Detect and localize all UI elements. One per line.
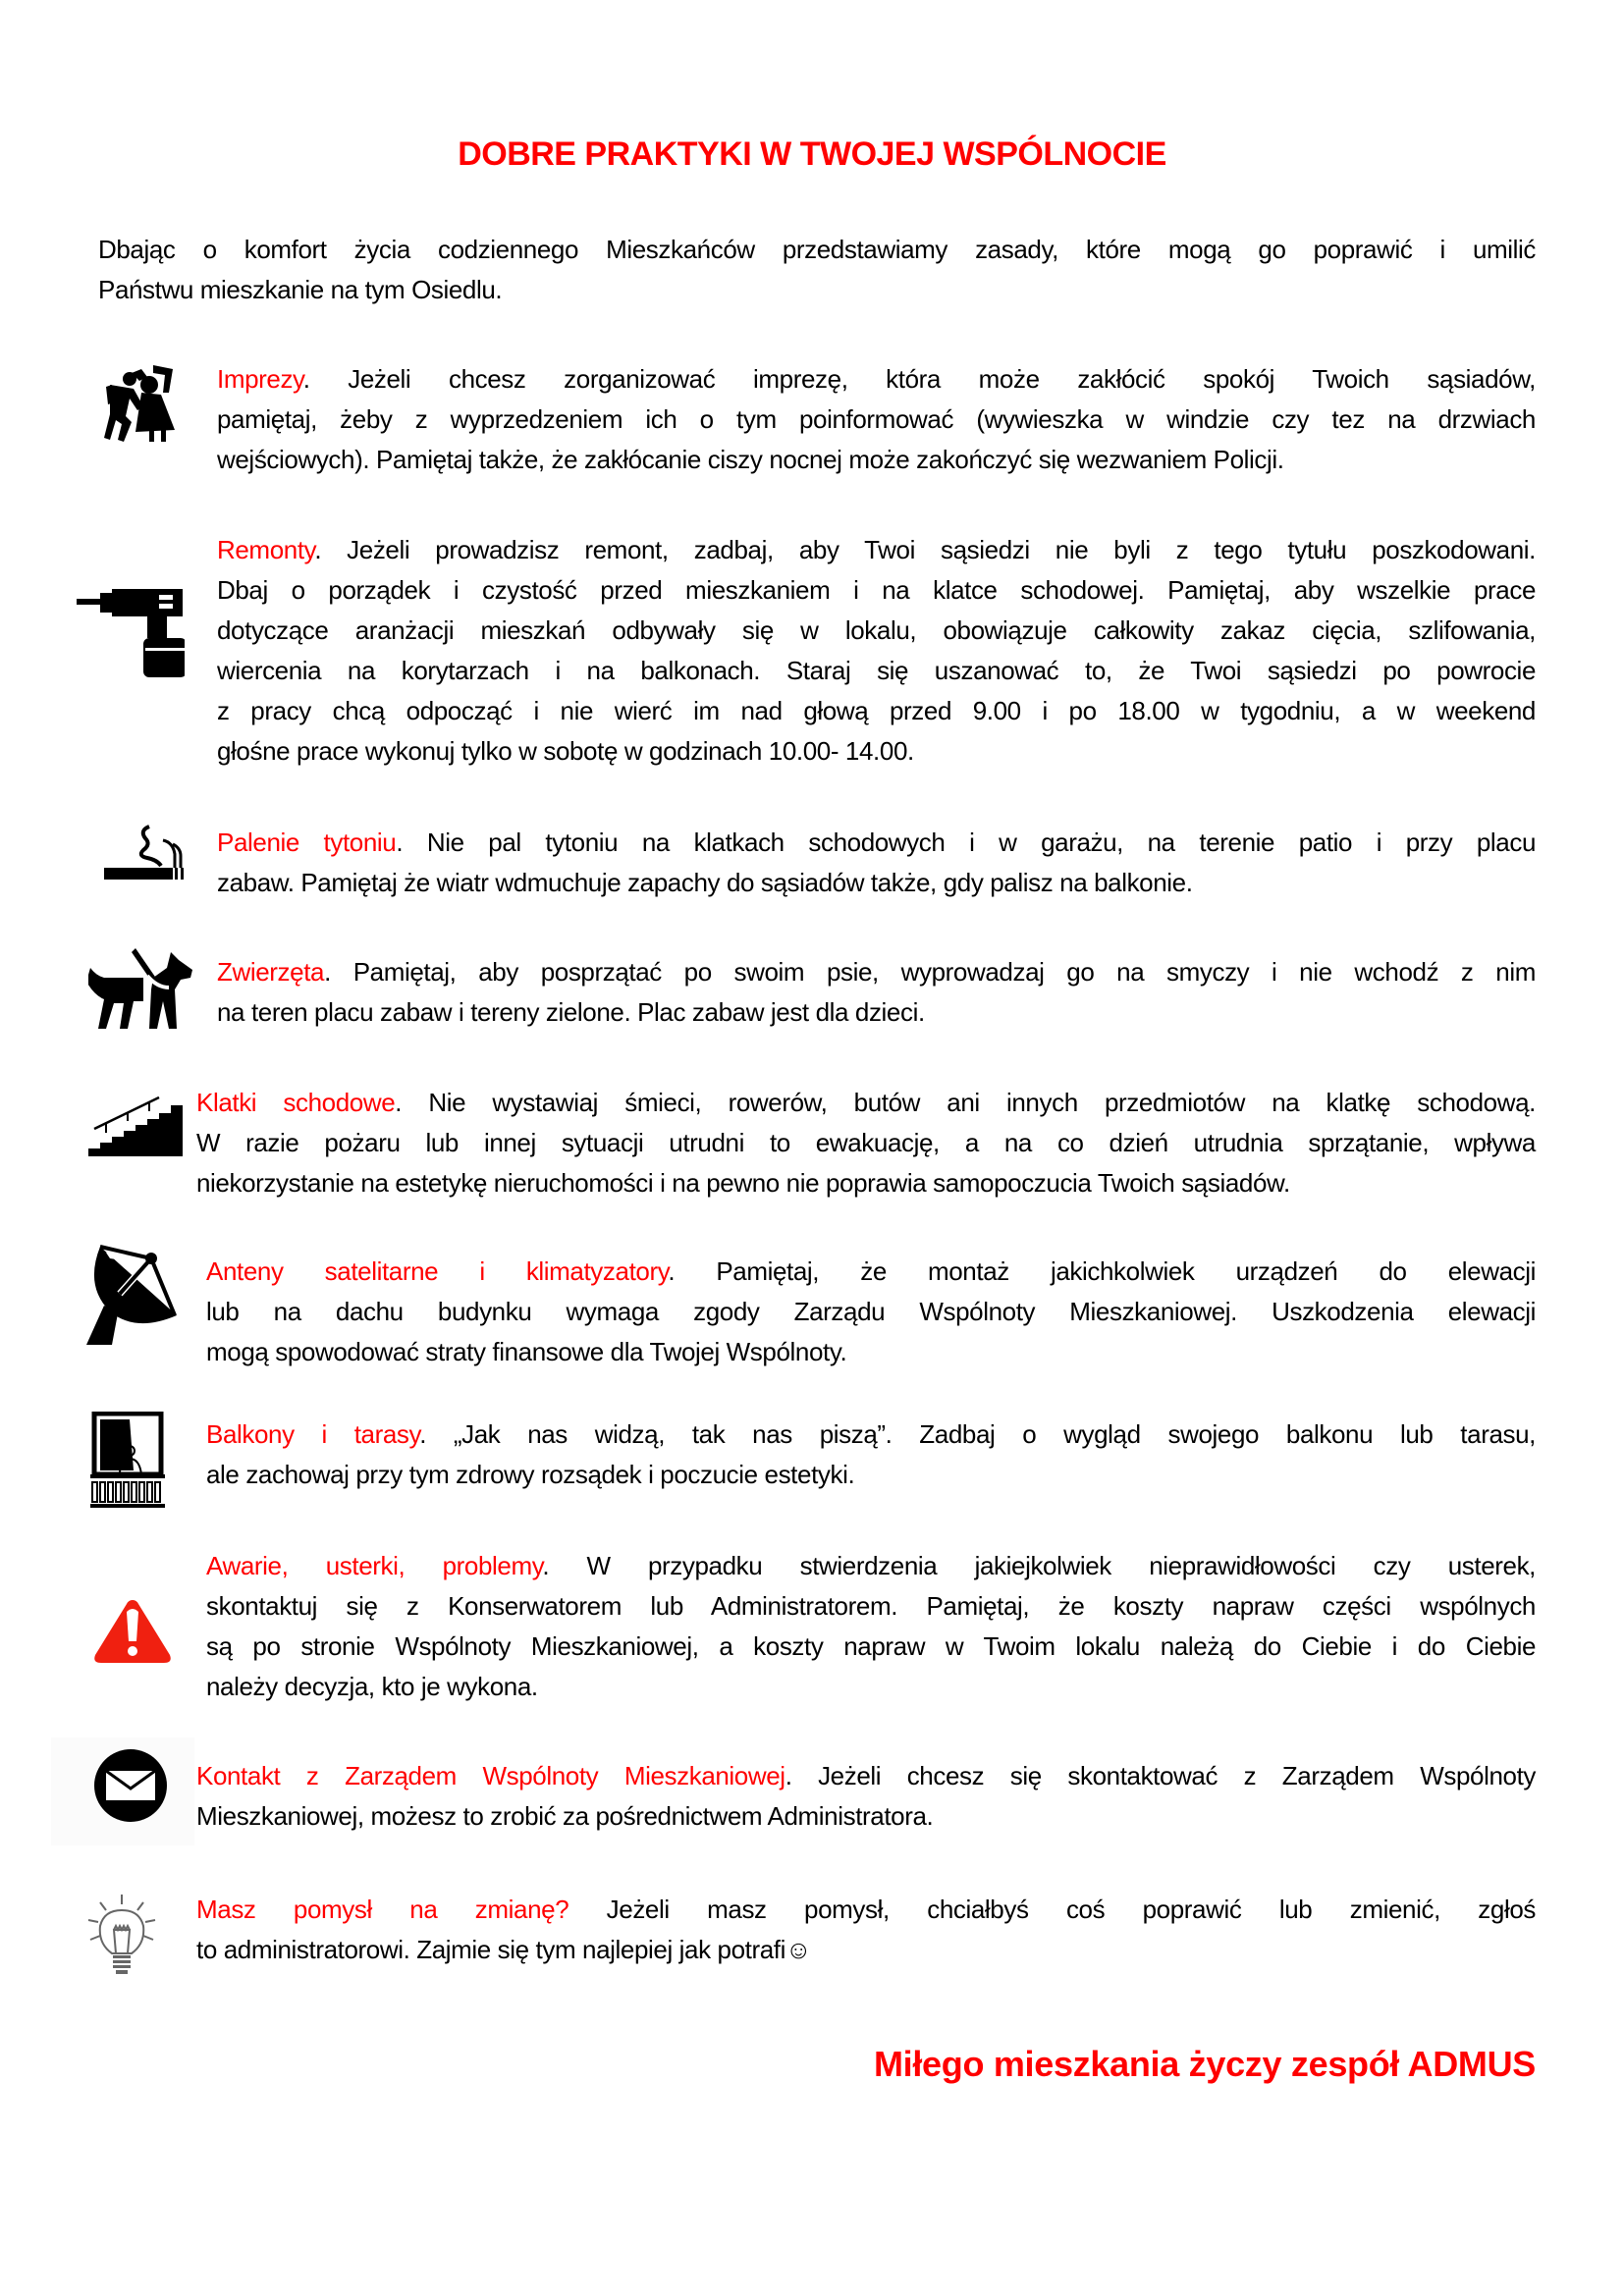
satellite-dish-icon bbox=[84, 1243, 179, 1345]
dancing-couple-icon bbox=[92, 363, 181, 444]
smoking-icon bbox=[104, 823, 189, 883]
envelope-icon bbox=[51, 1737, 194, 1845]
section-heading: Masz pomysł na zmianę? bbox=[196, 1895, 569, 1924]
dog-icon bbox=[88, 948, 196, 1031]
intro-line: Dbając o komfort życia codziennego Mieszkańców przedstawiamy zasady, które mogą go poprawić i umilić bbox=[98, 235, 1536, 264]
section-balkony: Balkony i tarasy. „Jak nas widzą, tak nas piszą”. Zadbaj o wygląd swojego balkonu lub tarasu, ale zachowaj przy tym zdrowy rozsądek i poczucie estetyki. bbox=[206, 1419, 1536, 1489]
section-palenie: Palenie tytoniu. Nie pal tytoniu na klatkach schodowych i w garażu, na terenie patio i przy placu zabaw. Pamiętaj że wiatr wdmuchuje zapachy do sąsiadów także, gdy palisz na balkonie. bbox=[217, 828, 1537, 897]
closing-signature: Miłego mieszkania życzy zespół ADMUS bbox=[873, 2044, 1536, 2084]
section-heading: Balkony i tarasy bbox=[206, 1419, 420, 1449]
section-heading: Zwierzęta bbox=[217, 957, 325, 987]
section-zwierzeta: Zwierzęta. Pamiętaj, aby posprzątać po swoim psie, wyprowadzaj go na smyczy i nie wchodź z nim na teren placu zabaw i tereny zielone. Plac zabaw jest dla dzieci. bbox=[217, 957, 1536, 1027]
intro-paragraph bbox=[98, 230, 1536, 310]
page-title: DOBRE PRAKTYKI W TWOJEJ WSPÓLNOCIE bbox=[458, 135, 1166, 173]
drill-icon bbox=[77, 589, 185, 677]
warning-icon bbox=[93, 1598, 172, 1663]
section-kontakt: Kontakt z Zarządem Wspólnoty Mieszkaniowej. Jeżeli chcesz się skontaktować z Zarządem Wspólnoty Mieszkaniowej, możesz to zrobić za pośrednictwem Administratora. bbox=[196, 1761, 1536, 1831]
section-klatki: Klatki schodowe. Nie wystawiaj śmieci, rowerów, butów ani innych przedmiotów na klatkę schodową. W razie pożaru lub innej sytuacji utrudni to ewakuację, a na co dzień utrudnia sprzątanie, wpływa niekorzystanie na estetykę nieruchomości i na pewno nie poprawia samopoczucia Twoich sąsiadów. bbox=[196, 1088, 1536, 1198]
section-heading: Kontakt z Zarządem Wspólnoty Mieszkaniowej bbox=[196, 1761, 785, 1790]
section-heading: Klatki schodowe bbox=[196, 1088, 396, 1117]
section-heading: Anteny satelitarne i klimatyzatory bbox=[206, 1256, 669, 1286]
section-imprezy: Imprezy. Jeżeli chcesz zorganizować imprezę, która może zakłócić spokój Twoich sąsiadów, pamiętaj, żeby z wyprzedzeniem ich o tym poinformować (wywieszka w windzie czy tez na drzwiach wejściowych). Pamiętaj także, że zakłócanie ciszy nocnej może zakończyć się wezwaniem Policji. bbox=[217, 364, 1536, 474]
section-heading: Awarie, usterki, problemy bbox=[206, 1551, 543, 1580]
section-heading: Palenie tytoniu bbox=[217, 828, 397, 857]
stairs-icon bbox=[88, 1092, 183, 1156]
section-heading: Remonty bbox=[217, 535, 315, 564]
lightbulb-icon bbox=[82, 1893, 161, 1981]
section-heading: Imprezy bbox=[217, 364, 303, 394]
section-pomysl: Masz pomysł na zmianę? Jeżeli masz pomysł, chciałbyś coś poprawić lub zmienić, zgłoś to administratorowi. Zajmie się tym najlepiej jak potrafi☺ bbox=[196, 1895, 1536, 1964]
section-remonty: Remonty. Jeżeli prowadzisz remont, zadbaj, aby Twoi sąsiedzi nie byli z tego tytułu poszkodowani. Dbaj o porządek i czystość przed mieszkaniem i na klatce schodowej. Pamiętaj, aby wszelkie prace dotyczące aranżacji mieszkań odbywały się w lokalu, obowiązuje całkowity zakaz cięcia, szlifowania, wiercenia na korytarzach i na balkonach. Staraj się uszanować to, że Twoi sąsiedzi po powrocie z pracy chcą odpocząć i nie wierć im nad głową przed 9.00 i po 18.00 w tygodniu, a w weekend głośne prace wykonuj tylko w sobotę w godzinach 10.00- 14.00. bbox=[217, 535, 1536, 766]
section-awarie: Awarie, usterki, problemy. W przypadku stwierdzenia jakiejkolwiek nieprawidłowości czy usterek, skontaktuj się z Konserwatorem lub Administratorem. Pamiętaj, że koszty napraw części wspólnych są po stronie Wspólnoty Mieszkaniowej, a koszty napraw w Twoim lokalu należą do Ciebie i do Ciebie należy decyzja, kto je wykona. bbox=[206, 1551, 1536, 1701]
section-anteny: Anteny satelitarne i klimatyzatory. Pamiętaj, że montaż jakichkolwiek urządzeń do elewacji lub na dachu budynku wymaga zgody Zarządu Wspólnoty Mieszkaniowej. Uszkodzenia elewacji mogą spowodować straty finansowe dla Twojej Wspólnoty. bbox=[206, 1256, 1536, 1366]
intro-line: Państwu mieszkanie na tym Osiedlu. bbox=[98, 275, 503, 304]
balcony-icon bbox=[88, 1412, 167, 1510]
